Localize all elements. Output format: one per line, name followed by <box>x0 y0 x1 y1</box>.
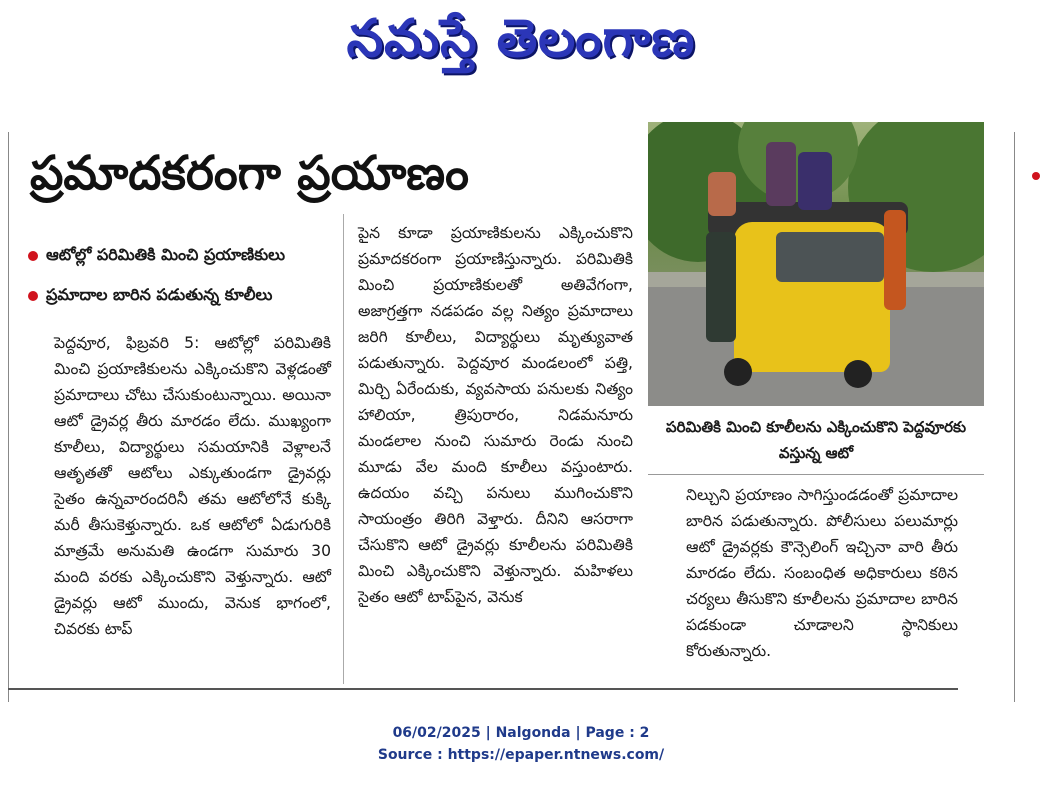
masthead <box>0 0 1042 80</box>
article-text: నిల్చుని ప్రయాణం సాగిస్తుండడంతో ప్రమాదాల బారిన పడుతున్నారు. పోలీసులు పలుమార్లు ఆటో డ్రైవర్లకు కౌన్సెలింగ్ ఇచ్చినా వారి తీరు మారడం లేదు. సంబంధిత అధికారులు కఠిన చర్యలు తీసుకొని కూలీలను ప్రమాదాల బారిన పడకుండా చూడాలని స్థానికులు కోరుతున్నారు. <box>686 486 958 660</box>
newspaper-logo: నమస్తే తెలంగాణ <box>346 9 696 69</box>
column-divider <box>343 214 344 684</box>
article-headline: ప్రమాదకరంగా ప్రయాణం <box>30 146 469 201</box>
article-text: పైన కూడా ప్రయాణికులను ఎక్కించుకొని ప్రమాదకరంగా ప్రయాణిస్తున్నారు. పరిమితికి మించి ప్రయాణికులతో అతివేగంగా, అజాగ్రత్తగా నడపడం వల్ల నిత్యం ప్రమాదాలు జరిగి కూలీలు, విద్యార్థులు మృత్యువాత పడుతున్నారు. పెద్దవూర మండలంలో పత్తి, మిర్చి ఏరేందుకు, వ్యవసాయ పనులకు నిత్యం హాలియా, త్రిపురారం, నిడమనూరు మండలాల నుంచి సుమారు రెండు నుంచి మూడు వేల మంది కూలీలు వస్తుంటారు. ఉదయం వచ్చి పనులు ముగించుకొని సాయంత్రం తిరిగి వెళ్తారు. దీనిని ఆసరాగా చేసుకొని ఆటో డ్రైవర్లు కూలీలను పరిమితికి మించి ఎక్కించుకొని వెళ్తున్నారు. మహిళలు సైతం ఆటో టాప్‌పైన, వెనుక <box>358 224 633 606</box>
article-text: పెద్దవూర, ఫిబ్రవరి 5: ఆటోల్లో పరిమితికి మించి ప్రయాణికులను ఎక్కించుకొని వెళ్లడంతో ప్రమాదాలు చోటు చేసుకుంటున్నాయి. అయినా ఆటో డ్రైవర్ల తీరు మారడం లేదు. ముఖ్యంగా కూలీలు, విద్యార్థులు సమయానికి వెళ్లాలనే ఆతృతతో ఆటోలు ఎక్కుతుండగా డ్రైవర్లు సైతం ఉన్నవారందరినీ తమ ఆటోలోనే కుక్కి మరీ తీసుకెళ్తున్నారు. ఒక ఆటోలో ఏడుగురికి మాత్రమే అనుమతి ఉండగా సుమారు 30 మంది వరకు ఎక్కించుకొని వెళ్తున్నారు. ఆటో డ్రైవర్లు ఆటో ముందు, వెనుక భాగంలో, చివరకు టాప్ <box>54 334 331 638</box>
article-photo <box>648 122 984 406</box>
article-column-3 <box>686 482 958 664</box>
column-divider <box>8 132 9 702</box>
highlight-bullet <box>28 284 358 306</box>
caption-divider <box>648 474 984 475</box>
edition-info: 06/02/2025 | Nalgonda | Page : 2 <box>392 725 650 741</box>
column-divider <box>1014 132 1015 702</box>
bullet-dot-icon <box>1032 172 1040 180</box>
bullet-text: ఆటోల్లో పరిమితికి మించి ప్రయాణికులు <box>46 245 286 264</box>
bullet-dot-icon <box>28 251 38 261</box>
photo-caption: పరిమితికి మించి కూలీలను ఎక్కించుకొని పెద్దవూరకు వస్తున్న ఆటో <box>665 418 967 462</box>
page-footer <box>0 722 1042 766</box>
bullet-text: ప్రమాదాల బారిన పడుతున్న కూలీలు <box>46 285 273 304</box>
section-divider <box>8 688 958 690</box>
article-column-1 <box>54 330 331 642</box>
source-link[interactable]: Source : https://epaper.ntnews.com/ <box>377 747 665 763</box>
adjacent-article-cut <box>1030 128 1042 188</box>
article-column-2 <box>358 220 633 610</box>
newspaper-clipping <box>0 118 1042 706</box>
bullet-dot-icon <box>28 291 38 301</box>
highlight-bullet <box>28 244 358 266</box>
